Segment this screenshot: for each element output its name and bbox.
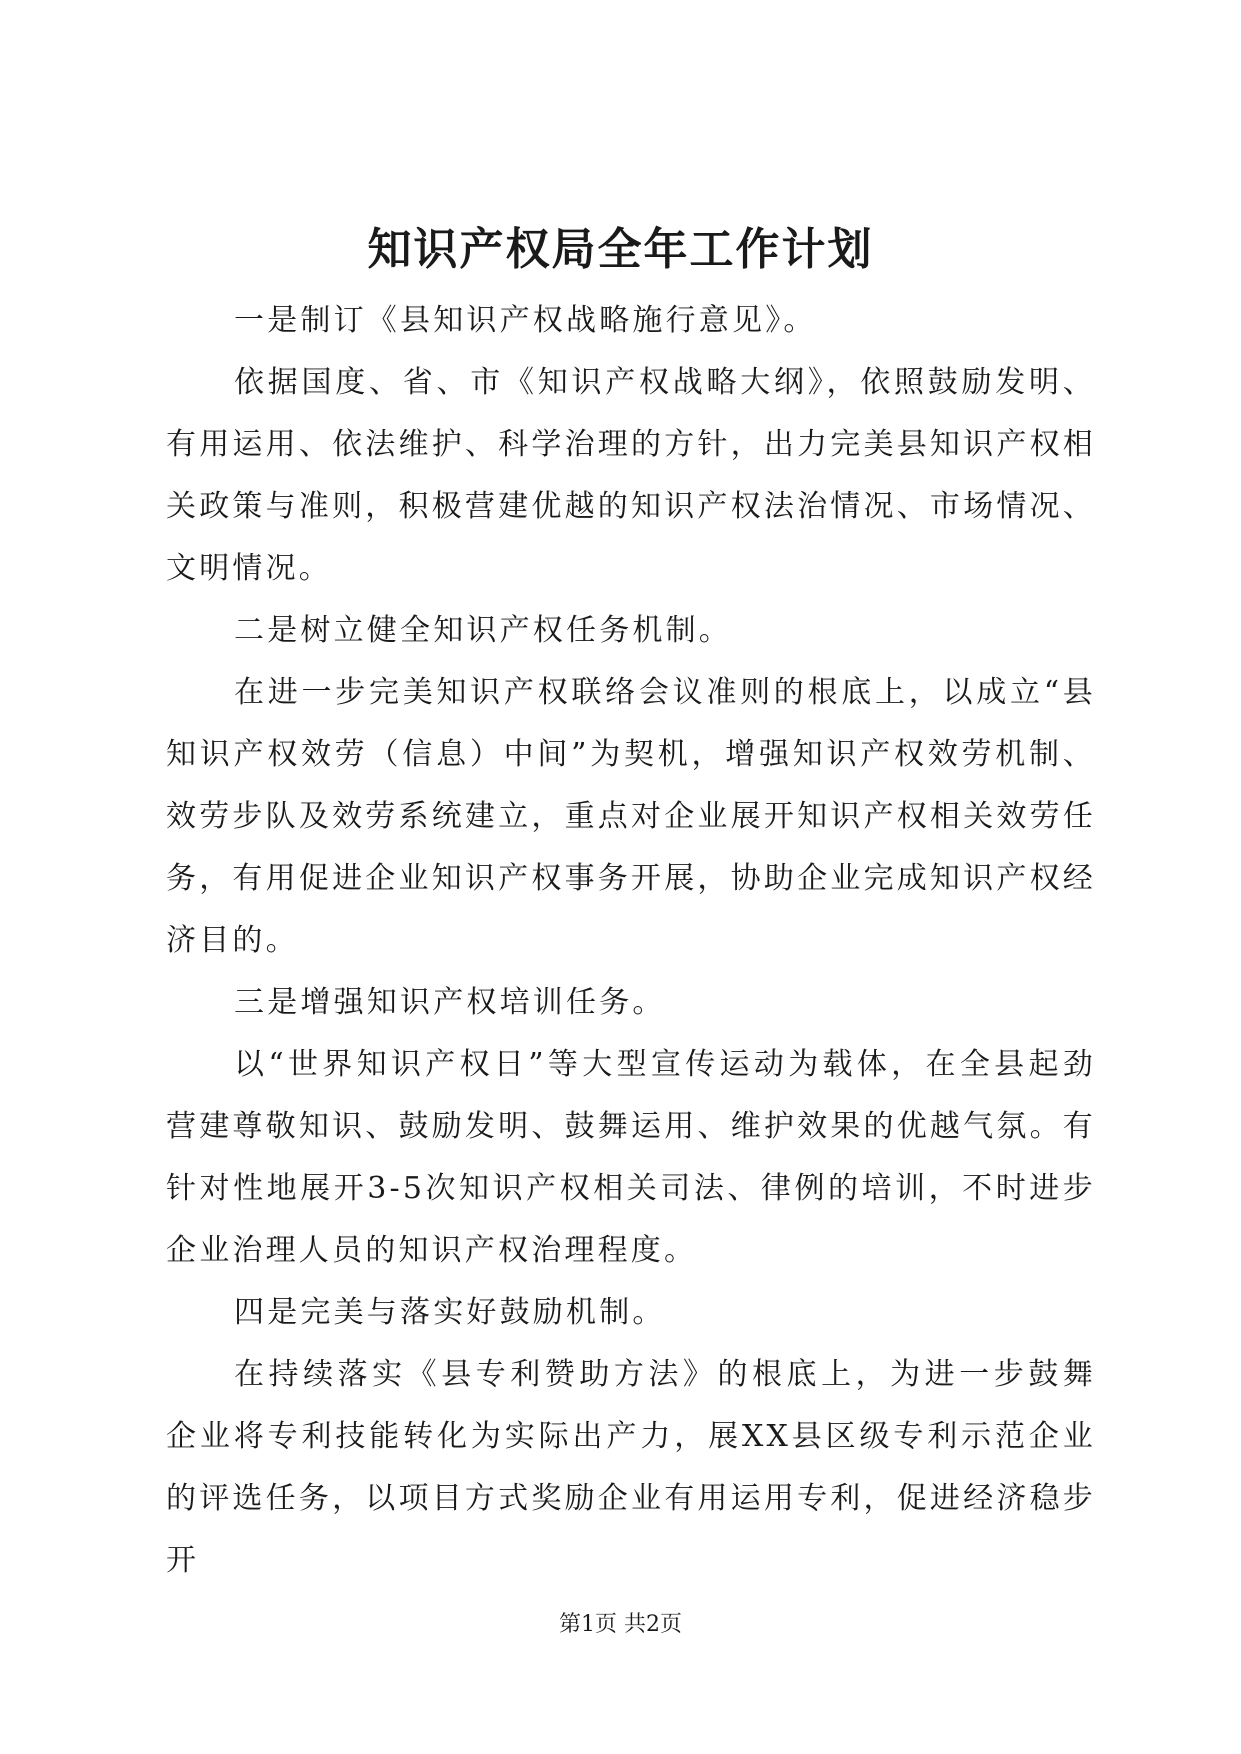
document-body	[166, 290, 1096, 1592]
paragraph: 在持续落实《县专利赞助方法》的根底上，为进一步鼓舞企业将专利技能转化为实际出产力，展XX县区级专利示范企业的评选任务，以项目方式奖励企业有用运用专利，促进经济稳步开	[166, 1357, 1096, 1578]
paragraph: 一是制订《县知识产权战略施行意见》。	[234, 303, 817, 338]
paragraph: 二是树立健全知识产权任务机制。	[234, 613, 732, 648]
paragraph: 在进一步完美知识产权联络会议准则的根底上，以成立“县知识产权效劳（信息）中间”为契机，增强知识产权效劳机制、效劳步队及效劳系统建立，重点对企业展开知识产权相关效劳任务，有用促进企业知识产权事务开展，协助企业完成知识产权经济目的。	[166, 675, 1096, 958]
paragraph: 三是增强知识产权培训任务。	[234, 985, 666, 1020]
document-title: 知识产权局全年工作计划	[367, 224, 874, 275]
page-number-footer: 第1页 共2页	[559, 1612, 682, 1637]
paragraph: 四是完美与落实好鼓励机制。	[234, 1295, 666, 1330]
paragraph: 以“世界知识产权日”等大型宣传运动为载体，在全县起劲营建尊敬知识、鼓励发明、鼓舞运用、维护效果的优越气氛。有针对性地展开3-5次知识产权相关司法、律例的培训，不时进步企业治理人员的知识产权治理程度。	[166, 1047, 1096, 1268]
paragraph: 依据国度、省、市《知识产权战略大纲》，依照鼓励发明、有用运用、依法维护、科学治理的方针，出力完美县知识产权相关政策与准则，积极营建优越的知识产权法治情况、市场情况、文明情况。	[166, 365, 1096, 586]
